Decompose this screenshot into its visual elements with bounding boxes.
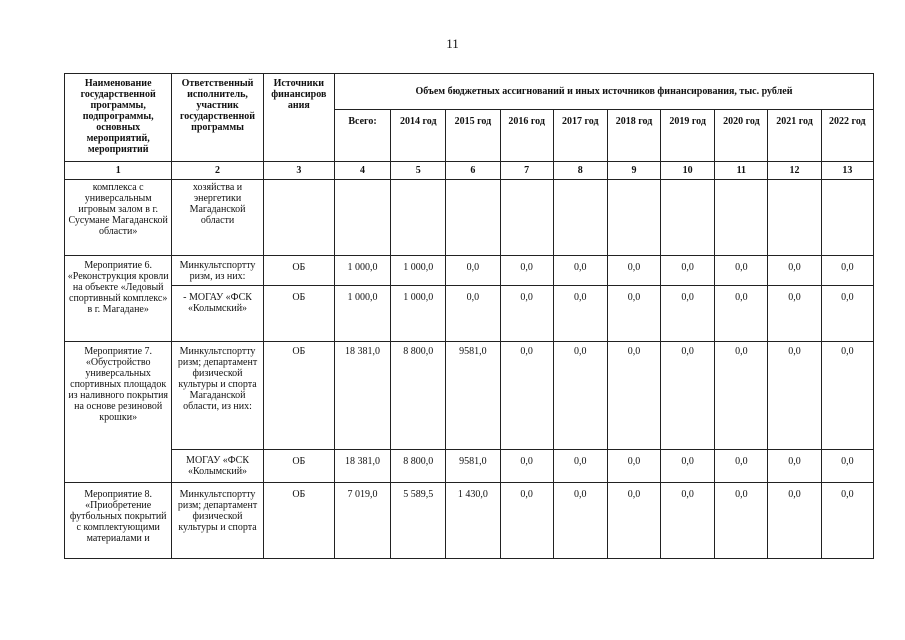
value-cell: 0,0 [607,286,660,342]
value-cell: 0,0 [661,342,715,450]
value-cell: 8 800,0 [391,342,446,450]
value-cell: 1 000,0 [391,286,446,342]
header-executor: Ответственный исполнитель, участник государственной программы [172,74,263,162]
value-cell: 9581,0 [446,342,500,450]
column-number: 10 [661,162,715,180]
column-number: 12 [768,162,821,180]
table-row [65,450,874,483]
value-cell: 0,0 [446,256,500,286]
table-row [65,342,874,450]
value-cell: 0,0 [768,483,821,559]
executor: МОГАУ «ФСК «Колымский» [172,450,263,483]
header-year: 2016 год [500,110,553,162]
value-cell: 0,0 [821,342,873,450]
column-number: 7 [500,162,553,180]
column-number: 2 [172,162,263,180]
executor: хозяйства и энергетики Магаданской области [172,180,263,256]
header-year: 2015 год [446,110,500,162]
value-cell: 0,0 [607,483,660,559]
measure-name: комплекса с универсальным игровым залом в г. Сусумане Магаданской области» [65,180,172,256]
value-cell: 0,0 [661,450,715,483]
source: ОБ [263,342,334,450]
value-cell: 0,0 [661,483,715,559]
value-total: 18 381,0 [334,450,390,483]
value-cell: 0,0 [768,342,821,450]
value-cell: 0,0 [715,483,768,559]
value-total: 7 019,0 [334,483,390,559]
source [263,180,334,256]
executor: Минкультспортту ризм; департамент физической культуры и спорта Магаданской области, из них: [172,342,263,450]
value-cell: 0,0 [553,342,607,450]
value-cell: 0,0 [661,286,715,342]
value-cell: 0,0 [500,286,553,342]
value-cell: 0,0 [715,286,768,342]
header-year: 2014 год [391,110,446,162]
column-number: 4 [334,162,390,180]
header-year: 2018 год [607,110,660,162]
value-cell: 1 430,0 [446,483,500,559]
column-number: 3 [263,162,334,180]
value-cell: 0,0 [553,450,607,483]
value-cell: 8 800,0 [391,450,446,483]
value-cell: 0,0 [553,483,607,559]
value-cell: 0,0 [821,286,873,342]
value-total: 1 000,0 [334,286,390,342]
value-cell: 9581,0 [446,450,500,483]
source: ОБ [263,256,334,286]
executor: Минкультспортту ризм; департамент физической культуры и спорта [172,483,263,559]
table-row [65,256,874,286]
value-cell: 0,0 [607,342,660,450]
header-year: 2017 год [553,110,607,162]
value-cell: 0,0 [715,256,768,286]
value-cell: 0,0 [821,450,873,483]
value-cell: 0,0 [715,450,768,483]
header-year: 2019 год [661,110,715,162]
value-cell: 0,0 [500,342,553,450]
column-number: 5 [391,162,446,180]
value-cell: 0,0 [553,256,607,286]
column-number: 9 [607,162,660,180]
value-total: 1 000,0 [334,256,390,286]
column-number: 6 [446,162,500,180]
header-year: 2021 год [768,110,821,162]
value-cell: 0,0 [768,450,821,483]
value-cell: 5 589,5 [391,483,446,559]
column-number: 8 [553,162,607,180]
header-budget: Объем бюджетных ассигнований и иных источников финансирования, тыс. рублей [334,74,873,110]
value-cell: 0,0 [821,256,873,286]
value-cell: 0,0 [768,286,821,342]
value-cell: 1 000,0 [391,256,446,286]
value-cell: 0,0 [768,256,821,286]
table-row [65,180,874,256]
page-number: 11 [446,36,459,51]
source: ОБ [263,450,334,483]
value-cell: 0,0 [500,256,553,286]
column-number-row [65,162,874,180]
header-source: Источники финансиров ания [263,74,334,162]
column-number: 13 [821,162,873,180]
value-cell: 0,0 [446,286,500,342]
measure-name: Мероприятие 8. «Приобретение футбольных покрытий с комплектующими материалами и [65,483,172,559]
executor: Минкультспортту ризм, из них: [172,256,263,286]
measure-name: Мероприятие 6. «Реконструкция кровли на объекте «Ледовый спортивный комплекс» в г. Магадане» [65,256,172,342]
table-row [65,483,874,559]
value-cell: 0,0 [715,342,768,450]
source: ОБ [263,483,334,559]
value-cell: 0,0 [821,483,873,559]
budget-table [64,73,874,559]
table-row [65,286,874,342]
value-cell: 0,0 [500,450,553,483]
measure-name: Мероприятие 7. «Обустройство универсальных спортивных площадок из наливного покрытия на основе резиновой крошки» [65,342,172,483]
value-cell: 0,0 [661,256,715,286]
value-cell: 0,0 [500,483,553,559]
value-total: 18 381,0 [334,342,390,450]
header-year: 2022 год [821,110,873,162]
column-number: 1 [65,162,172,180]
header-year: 2020 год [715,110,768,162]
value-cell: 0,0 [553,286,607,342]
header-total: Всего: [334,110,390,162]
value-cell: 0,0 [607,256,660,286]
source: ОБ [263,286,334,342]
column-number: 11 [715,162,768,180]
executor: - МОГАУ «ФСК «Колымский» [172,286,263,342]
header-name: Наименование государственной программы, подпрограммы, основных мероприятий, мероприятий [65,74,172,162]
value-cell: 0,0 [607,450,660,483]
